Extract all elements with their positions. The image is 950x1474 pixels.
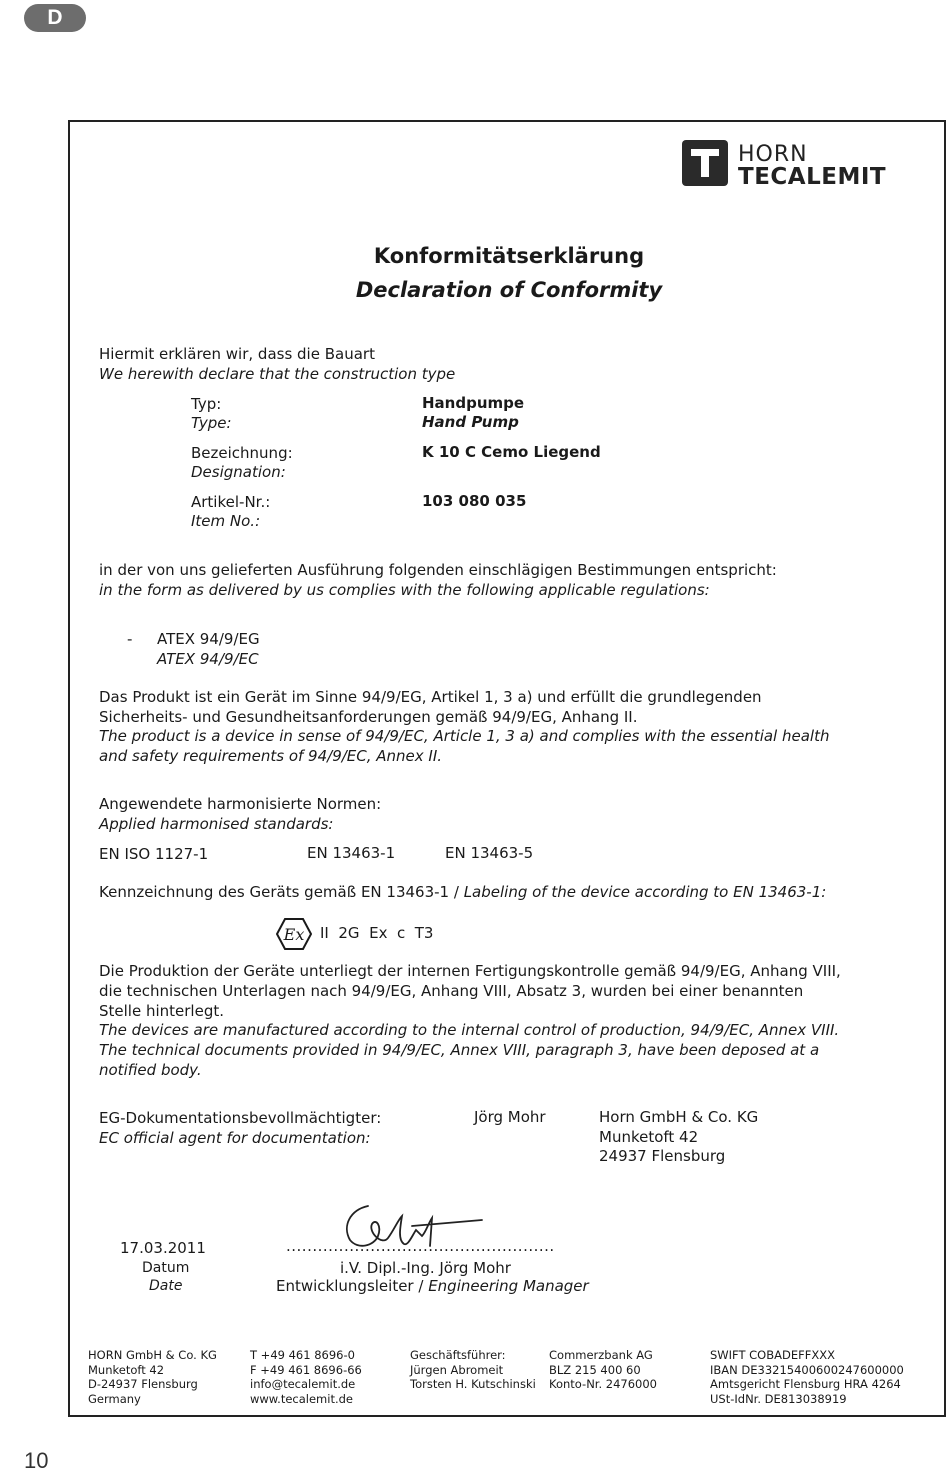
footer-line: Amtsgericht Flensburg HRA 4264 — [710, 1377, 901, 1391]
logo-text-tecalemit: TECALEMIT — [738, 164, 887, 190]
intro-english: We herewith declare that the construction type — [99, 365, 456, 383]
labeling-german: Kennzeichnung des Geräts gemäß EN 13463-1 / — [99, 883, 464, 901]
production-english-3: notified body. — [99, 1061, 202, 1079]
footer-line: BLZ 215 400 60 — [549, 1362, 641, 1377]
logo-text-horn: HORN — [738, 142, 808, 167]
regulation-english: ATEX 94/9/EC — [157, 650, 259, 668]
product-statement-german-2: Sicherheits- und Gesundheitsanforderungen gemäß 94/9/EG, Anhang II. — [99, 708, 638, 726]
type-label-english: Type: — [191, 414, 232, 432]
regulations-intro-english: in the form as delivered by us complies with the following applicable regulations: — [99, 581, 710, 599]
footer-line: USt-IdNr. DE813038919 — [710, 1391, 847, 1406]
footer-line: Germany — [88, 1391, 141, 1406]
agent-label-german: EG-Dokumentationsbevollmächtigter: — [99, 1109, 382, 1127]
product-statement-english-2: and safety requirements of 94/9/EC, Annex II. — [99, 747, 443, 765]
footer-line: Konto-Nr. 2476000 — [549, 1377, 658, 1391]
atex-marking: II 2G Ex c T3 — [320, 924, 434, 942]
labeling-english: Labeling of the device according to EN 13463-1: — [463, 883, 827, 901]
title-german: Konformitätserklärung — [373, 244, 645, 268]
production-german-1: Die Produktion der Geräte unterliegt der internen Fertigungskontrolle gemäß 94/9/EG, Anhang VIII, — [99, 962, 841, 980]
signer-role — [276, 1276, 589, 1296]
date-label-english: Date — [149, 1278, 183, 1294]
agent-company: Horn GmbH & Co. KG — [599, 1108, 759, 1126]
footer-company-address — [88, 1348, 217, 1406]
signature-date: 17.03.2011 — [120, 1239, 206, 1257]
page-number: 10 — [24, 1448, 49, 1473]
footer-line: Geschäftsführer: — [410, 1348, 506, 1362]
production-german-2: die technischen Unterlagen nach 94/9/EG, Anhang VIII, Absatz 3, wurden bei einer benannten — [99, 982, 804, 1000]
item-number-value: 103 080 035 — [422, 492, 527, 510]
item-number-label-german: Artikel-Nr.: — [191, 493, 271, 511]
standard-item: EN ISO 1127-1 — [99, 845, 209, 863]
intro-german: Hiermit erklären wir, dass die Bauart — [99, 345, 375, 363]
type-value-german: Handpumpe — [422, 394, 525, 412]
language-badge: D — [24, 4, 86, 32]
item-number-label-english: Item No.: — [191, 512, 261, 530]
footer-line: Commerzbank AG — [549, 1348, 653, 1362]
agent-street: Munketoft 42 — [599, 1128, 699, 1146]
designation-value: K 10 C Cemo Liegend — [422, 443, 601, 461]
declaration-sheet — [68, 120, 946, 1417]
labeling-line — [99, 882, 826, 902]
standard-item: EN 13463-1 — [307, 844, 396, 862]
product-statement-english-1: The product is a device in sense of 94/9/EC, Article 1, 3 a) and complies with the essential health — [99, 727, 830, 745]
designation-label-english: Designation: — [191, 463, 286, 481]
footer-line: T +49 461 8696-0 — [250, 1348, 355, 1362]
standards-label-german: Angewendete harmonisierte Normen: — [99, 795, 382, 813]
agent-city: 24937 Flensburg — [599, 1147, 726, 1165]
type-value-english: Hand Pump — [422, 413, 519, 431]
footer-line: Jürgen Abromeit — [410, 1362, 504, 1377]
horn-tecalemit-logo-icon — [682, 140, 728, 186]
agent-label-english: EC official agent for documentation: — [99, 1129, 371, 1147]
agent-name: Jörg Mohr — [474, 1108, 546, 1126]
footer-line: Munketoft 42 — [88, 1362, 165, 1377]
title-english: Declaration of Conformity — [355, 278, 663, 302]
footer-line: info@tecalemit.de — [250, 1377, 356, 1391]
footer-registration — [710, 1348, 904, 1406]
footer-line: D-24937 Flensburg — [88, 1377, 198, 1391]
footer-contact — [250, 1348, 362, 1406]
footer-line: HORN GmbH & Co. KG — [88, 1348, 217, 1362]
signature-dotted-line: ................................................... — [286, 1237, 555, 1255]
standards-label-english: Applied harmonised standards: — [99, 815, 334, 833]
footer-management — [410, 1348, 536, 1392]
product-statement-german-1: Das Produkt ist ein Gerät im Sinne 94/9/EG, Artikel 1, 3 a) und erfüllt die grundlegenden — [99, 688, 762, 706]
signer-name: i.V. Dipl.-Ing. Jörg Mohr — [340, 1259, 511, 1277]
production-english-1: The devices are manufactured according to the internal control of production, 94/9/EC, Annex VIII. — [99, 1021, 840, 1039]
ex-hexagon-icon — [276, 917, 312, 951]
type-label-german: Typ: — [191, 395, 222, 413]
regulation-dash: - — [127, 630, 133, 648]
footer-line: SWIFT COBADEFFXXX — [710, 1348, 835, 1362]
signer-role-german: Entwicklungsleiter / — [276, 1277, 429, 1295]
signer-role-english: Engineering Manager — [428, 1277, 589, 1295]
ex-symbol-text: Ex — [283, 925, 305, 944]
regulation-german: ATEX 94/9/EG — [157, 630, 260, 648]
footer-line: www.tecalemit.de — [250, 1391, 353, 1406]
footer-line: F +49 461 8696-66 — [250, 1362, 362, 1377]
footer-line: Torsten H. Kutschinski — [410, 1377, 536, 1391]
footer-line: IBAN DE33215400600247600000 — [710, 1362, 904, 1377]
regulations-intro-german: in der von uns gelieferten Ausführung folgenden einschlägigen Bestimmungen entspricht: — [99, 561, 777, 579]
date-label-german: Datum — [142, 1260, 190, 1276]
designation-label-german: Bezeichnung: — [191, 444, 293, 462]
standard-item: EN 13463-5 — [445, 844, 534, 862]
footer-bank — [549, 1348, 657, 1392]
production-english-2: The technical documents provided in 94/9/EC, Annex VIII, paragraph 3, have been deposed at a — [99, 1041, 820, 1059]
production-german-3: Stelle hinterlegt. — [99, 1002, 224, 1020]
